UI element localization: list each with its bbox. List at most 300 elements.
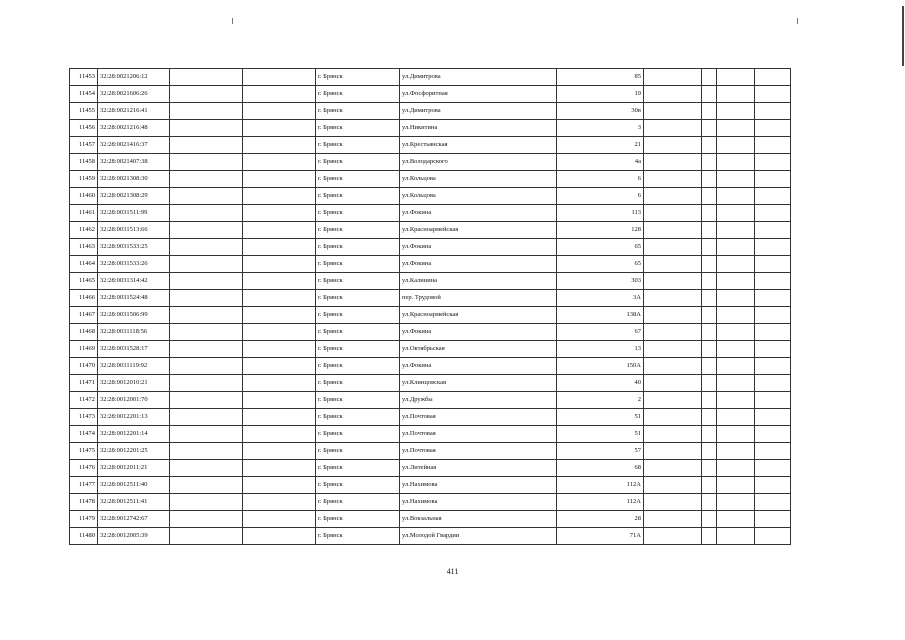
empty-cell [170, 460, 243, 477]
table-row [70, 120, 791, 137]
empty-cell [170, 307, 243, 324]
table-row [70, 460, 791, 477]
street: ул.Володарского [400, 154, 557, 171]
street: ул.Димитрова [400, 103, 557, 120]
record-number: 11480 [70, 528, 98, 545]
cadastral-number: 32:28:0031533:26 [98, 256, 170, 273]
empty-cell [644, 120, 702, 137]
house-number: 3 [557, 120, 644, 137]
empty-cell [644, 154, 702, 171]
empty-cell [644, 69, 702, 86]
house-number: 112А [557, 477, 644, 494]
table-row [70, 494, 791, 511]
empty-cell [717, 511, 755, 528]
empty-cell [243, 443, 316, 460]
empty-cell [755, 69, 791, 86]
city: г. Брянск [316, 375, 400, 392]
empty-cell [170, 341, 243, 358]
cadastral-number: 32:28:0021216:48 [98, 120, 170, 137]
empty-cell [644, 171, 702, 188]
record-number: 11456 [70, 120, 98, 137]
empty-cell [702, 460, 717, 477]
empty-cell [717, 239, 755, 256]
street: ул.Красноармейская [400, 222, 557, 239]
empty-cell [717, 273, 755, 290]
house-number: 28 [557, 511, 644, 528]
house-number: 128 [557, 222, 644, 239]
empty-cell [243, 205, 316, 222]
empty-cell [170, 120, 243, 137]
house-number: 3А [557, 290, 644, 307]
empty-cell [717, 188, 755, 205]
empty-cell [644, 239, 702, 256]
empty-cell [717, 324, 755, 341]
city: г. Брянск [316, 69, 400, 86]
empty-cell [702, 494, 717, 511]
house-number: 138А [557, 307, 644, 324]
empty-cell [170, 477, 243, 494]
empty-cell [644, 460, 702, 477]
house-number: 40 [557, 375, 644, 392]
empty-cell [702, 69, 717, 86]
table-row [70, 154, 791, 171]
cadastral-number: 32:28:0031119:92 [98, 358, 170, 375]
record-number: 11476 [70, 460, 98, 477]
empty-cell [717, 154, 755, 171]
empty-cell [243, 154, 316, 171]
cadastral-number: 32:28:0012511:41 [98, 494, 170, 511]
city: г. Брянск [316, 511, 400, 528]
city: г. Брянск [316, 86, 400, 103]
cadastral-number: 32:28:0012201:25 [98, 443, 170, 460]
cadastral-number: 32:28:0012005:39 [98, 528, 170, 545]
table-row [70, 375, 791, 392]
empty-cell [702, 273, 717, 290]
empty-cell [717, 477, 755, 494]
scan-mark-top-left [232, 18, 233, 24]
empty-cell [644, 256, 702, 273]
city: г. Брянск [316, 460, 400, 477]
cadastral-number: 32:28:0031533:25 [98, 239, 170, 256]
cadastral-number: 32:28:0031118:56 [98, 324, 170, 341]
street: ул.Литейная [400, 460, 557, 477]
record-number: 11472 [70, 392, 98, 409]
empty-cell [702, 528, 717, 545]
empty-cell [717, 443, 755, 460]
record-number: 11459 [70, 171, 98, 188]
record-number: 11474 [70, 426, 98, 443]
street: ул.Димитрова [400, 69, 557, 86]
table-row [70, 103, 791, 120]
cadastral-number: 32:28:0012511:40 [98, 477, 170, 494]
empty-cell [243, 494, 316, 511]
cadastral-number: 32:28:0021308:29 [98, 188, 170, 205]
cadastral-number: 32:28:0012011:21 [98, 460, 170, 477]
city: г. Брянск [316, 239, 400, 256]
empty-cell [717, 375, 755, 392]
city: г. Брянск [316, 409, 400, 426]
city: г. Брянск [316, 358, 400, 375]
street: ул.Фокина [400, 358, 557, 375]
empty-cell [644, 358, 702, 375]
table-row [70, 307, 791, 324]
table-row [70, 528, 791, 545]
table-row [70, 341, 791, 358]
city: г. Брянск [316, 103, 400, 120]
empty-cell [755, 86, 791, 103]
table-row [70, 86, 791, 103]
city: г. Брянск [316, 290, 400, 307]
empty-cell [644, 392, 702, 409]
street: пер. Трудовой [400, 290, 557, 307]
empty-cell [170, 188, 243, 205]
empty-cell [170, 103, 243, 120]
table-row [70, 256, 791, 273]
empty-cell [170, 392, 243, 409]
table-body [70, 69, 791, 545]
street: ул.Кольцова [400, 171, 557, 188]
city: г. Брянск [316, 341, 400, 358]
empty-cell [755, 171, 791, 188]
street: ул.Октябрьская [400, 341, 557, 358]
table-row [70, 426, 791, 443]
empty-cell [243, 86, 316, 103]
record-number: 11453 [70, 69, 98, 86]
city: г. Брянск [316, 443, 400, 460]
empty-cell [644, 137, 702, 154]
empty-cell [170, 426, 243, 443]
city: г. Брянск [316, 120, 400, 137]
empty-cell [644, 222, 702, 239]
empty-cell [702, 477, 717, 494]
empty-cell [243, 239, 316, 256]
empty-cell [755, 392, 791, 409]
city: г. Брянск [316, 222, 400, 239]
empty-cell [755, 375, 791, 392]
city: г. Брянск [316, 205, 400, 222]
property-registry-table [69, 68, 791, 545]
city: г. Брянск [316, 307, 400, 324]
house-number: 57 [557, 443, 644, 460]
street: ул.Нахимова [400, 494, 557, 511]
empty-cell [717, 494, 755, 511]
house-number: 65 [557, 239, 644, 256]
record-number: 11455 [70, 103, 98, 120]
empty-cell [702, 86, 717, 103]
empty-cell [243, 120, 316, 137]
empty-cell [702, 409, 717, 426]
record-number: 11479 [70, 511, 98, 528]
empty-cell [702, 341, 717, 358]
cadastral-number: 32:28:0031314:42 [98, 273, 170, 290]
house-number: 51 [557, 409, 644, 426]
table-row [70, 290, 791, 307]
house-number: 67 [557, 324, 644, 341]
empty-cell [644, 86, 702, 103]
empty-cell [717, 307, 755, 324]
empty-cell [644, 511, 702, 528]
empty-cell [170, 290, 243, 307]
street: ул.Кольцова [400, 188, 557, 205]
city: г. Брянск [316, 324, 400, 341]
empty-cell [243, 528, 316, 545]
house-number: 112А [557, 494, 644, 511]
house-number: 13 [557, 341, 644, 358]
street: ул.Молодой Гвардии [400, 528, 557, 545]
empty-cell [644, 290, 702, 307]
cadastral-number: 32:28:0012001:70 [98, 392, 170, 409]
empty-cell [170, 324, 243, 341]
record-number: 11469 [70, 341, 98, 358]
empty-cell [170, 154, 243, 171]
table-row [70, 171, 791, 188]
house-number: 71А [557, 528, 644, 545]
house-number: 30в [557, 103, 644, 120]
empty-cell [755, 324, 791, 341]
record-number: 11478 [70, 494, 98, 511]
city: г. Брянск [316, 137, 400, 154]
empty-cell [243, 426, 316, 443]
empty-cell [755, 494, 791, 511]
empty-cell [702, 392, 717, 409]
house-number: 51 [557, 426, 644, 443]
record-number: 11468 [70, 324, 98, 341]
empty-cell [243, 290, 316, 307]
empty-cell [717, 222, 755, 239]
empty-cell [755, 222, 791, 239]
empty-cell [702, 358, 717, 375]
house-number: 21 [557, 137, 644, 154]
empty-cell [243, 392, 316, 409]
empty-cell [755, 290, 791, 307]
empty-cell [644, 188, 702, 205]
record-number: 11464 [70, 256, 98, 273]
empty-cell [755, 528, 791, 545]
empty-cell [644, 477, 702, 494]
empty-cell [644, 324, 702, 341]
empty-cell [702, 103, 717, 120]
house-number: 19 [557, 86, 644, 103]
empty-cell [702, 188, 717, 205]
house-number: 150А [557, 358, 644, 375]
empty-cell [243, 460, 316, 477]
street: ул.Клинцовская [400, 375, 557, 392]
empty-cell [702, 324, 717, 341]
empty-cell [755, 120, 791, 137]
table-row [70, 511, 791, 528]
city: г. Брянск [316, 426, 400, 443]
empty-cell [717, 137, 755, 154]
table-row [70, 69, 791, 86]
table-row [70, 392, 791, 409]
empty-cell [644, 273, 702, 290]
cadastral-number: 32:28:0021416:37 [98, 137, 170, 154]
empty-cell [644, 426, 702, 443]
empty-cell [644, 103, 702, 120]
empty-cell [170, 137, 243, 154]
empty-cell [644, 307, 702, 324]
empty-cell [717, 392, 755, 409]
house-number: 2 [557, 392, 644, 409]
city: г. Брянск [316, 171, 400, 188]
empty-cell [702, 426, 717, 443]
house-number: 6 [557, 171, 644, 188]
empty-cell [243, 341, 316, 358]
empty-cell [702, 375, 717, 392]
empty-cell [243, 358, 316, 375]
empty-cell [243, 171, 316, 188]
empty-cell [702, 154, 717, 171]
city: г. Брянск [316, 494, 400, 511]
house-number: 113 [557, 205, 644, 222]
street: ул.Фокина [400, 256, 557, 273]
empty-cell [702, 290, 717, 307]
empty-cell [702, 511, 717, 528]
record-number: 11463 [70, 239, 98, 256]
empty-cell [717, 409, 755, 426]
street: ул.Дружбы [400, 392, 557, 409]
empty-cell [755, 188, 791, 205]
street: ул.Никитина [400, 120, 557, 137]
cadastral-number: 32:28:0012201:13 [98, 409, 170, 426]
empty-cell [717, 341, 755, 358]
empty-cell [702, 307, 717, 324]
street: ул.Фокина [400, 239, 557, 256]
street: ул.Почтовая [400, 409, 557, 426]
record-number: 11466 [70, 290, 98, 307]
table-row [70, 222, 791, 239]
table-row [70, 239, 791, 256]
empty-cell [243, 511, 316, 528]
city: г. Брянск [316, 273, 400, 290]
empty-cell [717, 171, 755, 188]
empty-cell [170, 528, 243, 545]
empty-cell [170, 171, 243, 188]
cadastral-number: 32:28:0021216:41 [98, 103, 170, 120]
table-row [70, 443, 791, 460]
city: г. Брянск [316, 256, 400, 273]
empty-cell [717, 120, 755, 137]
empty-cell [243, 375, 316, 392]
empty-cell [755, 443, 791, 460]
empty-cell [702, 205, 717, 222]
street: ул.Вокзальная [400, 511, 557, 528]
empty-cell [170, 511, 243, 528]
empty-cell [243, 256, 316, 273]
empty-cell [717, 426, 755, 443]
empty-cell [644, 341, 702, 358]
record-number: 11477 [70, 477, 98, 494]
empty-cell [702, 137, 717, 154]
cadastral-number: 32:28:0012201:14 [98, 426, 170, 443]
cadastral-number: 32:28:0021407:38 [98, 154, 170, 171]
empty-cell [702, 239, 717, 256]
empty-cell [243, 409, 316, 426]
table-row [70, 188, 791, 205]
empty-cell [717, 460, 755, 477]
empty-cell [755, 307, 791, 324]
cadastral-number: 32:28:0031528:17 [98, 341, 170, 358]
empty-cell [644, 494, 702, 511]
cadastral-number: 32:28:0031524:48 [98, 290, 170, 307]
empty-cell [717, 205, 755, 222]
empty-cell [717, 528, 755, 545]
empty-cell [644, 409, 702, 426]
house-number: 6 [557, 188, 644, 205]
cadastral-number: 32:28:0031511:99 [98, 205, 170, 222]
street: ул.Фокина [400, 324, 557, 341]
street: ул.Фосфоритная [400, 86, 557, 103]
empty-cell [170, 358, 243, 375]
empty-cell [170, 86, 243, 103]
empty-cell [170, 69, 243, 86]
cadastral-number: 32:28:0012742:67 [98, 511, 170, 528]
record-number: 11470 [70, 358, 98, 375]
empty-cell [755, 103, 791, 120]
table-row [70, 137, 791, 154]
record-number: 11458 [70, 154, 98, 171]
city: г. Брянск [316, 392, 400, 409]
empty-cell [717, 358, 755, 375]
empty-cell [644, 443, 702, 460]
empty-cell [755, 154, 791, 171]
empty-cell [644, 528, 702, 545]
empty-cell [755, 358, 791, 375]
empty-cell [243, 103, 316, 120]
empty-cell [717, 86, 755, 103]
cadastral-number: 32:28:0021206:12 [98, 69, 170, 86]
empty-cell [717, 290, 755, 307]
empty-cell [170, 205, 243, 222]
empty-cell [243, 69, 316, 86]
empty-cell [644, 375, 702, 392]
record-number: 11457 [70, 137, 98, 154]
record-number: 11467 [70, 307, 98, 324]
record-number: 11454 [70, 86, 98, 103]
table-row [70, 205, 791, 222]
empty-cell [755, 426, 791, 443]
empty-cell [755, 256, 791, 273]
table-row [70, 324, 791, 341]
cadastral-number: 32:28:0012010:21 [98, 375, 170, 392]
city: г. Брянск [316, 477, 400, 494]
table-row [70, 358, 791, 375]
city: г. Брянск [316, 528, 400, 545]
record-number: 11475 [70, 443, 98, 460]
table-row [70, 273, 791, 290]
empty-cell [755, 137, 791, 154]
record-number: 11462 [70, 222, 98, 239]
empty-cell [170, 256, 243, 273]
empty-cell [755, 511, 791, 528]
record-number: 11473 [70, 409, 98, 426]
street: ул.Почтовая [400, 426, 557, 443]
cadastral-number: 32:28:0031513:66 [98, 222, 170, 239]
cadastral-number: 32:28:0021308:30 [98, 171, 170, 188]
empty-cell [243, 477, 316, 494]
empty-cell [170, 273, 243, 290]
record-number: 11465 [70, 273, 98, 290]
empty-cell [717, 103, 755, 120]
house-number: 68 [557, 460, 644, 477]
empty-cell [702, 120, 717, 137]
street: ул.Фокина [400, 205, 557, 222]
house-number: 4а [557, 154, 644, 171]
table-row [70, 477, 791, 494]
empty-cell [755, 341, 791, 358]
empty-cell [755, 477, 791, 494]
empty-cell [170, 375, 243, 392]
